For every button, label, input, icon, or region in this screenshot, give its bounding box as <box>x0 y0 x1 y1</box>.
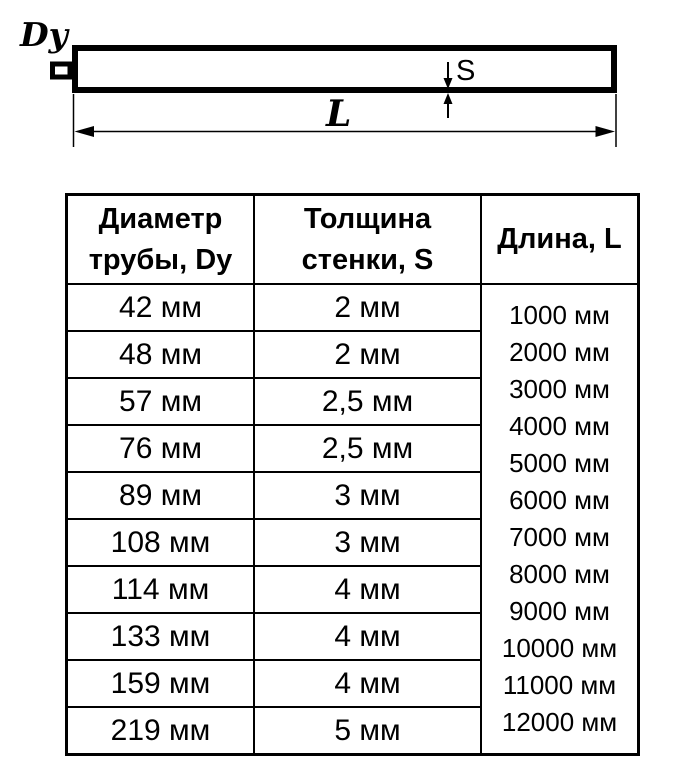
diameter-value: 42 мм <box>67 284 255 331</box>
column-header-diameter-line2: трубы, Dy <box>88 243 233 276</box>
thickness-value: 5 мм <box>254 707 481 755</box>
column-header-diameter-line1: Диаметр <box>98 202 223 235</box>
wall-thickness-label: S <box>456 55 476 87</box>
length-value: 10000 мм <box>501 633 618 663</box>
diameter-value: 108 мм <box>67 519 255 566</box>
diameter-value: 57 мм <box>67 378 255 425</box>
length-value: 12000 мм <box>501 707 618 737</box>
thickness-value: 2,5 мм <box>254 378 481 425</box>
thickness-value: 4 мм <box>254 613 481 660</box>
column-header-thickness-line1: Толщина <box>303 202 432 235</box>
diameter-value: 114 мм <box>67 566 255 613</box>
length-value: 7000 мм <box>509 522 610 552</box>
column-header-length-line1: Длина, L <box>497 223 622 255</box>
thickness-value: 3 мм <box>254 519 481 566</box>
wall-thickness-arrow-up-head <box>444 93 453 104</box>
thickness-value: 2,5 мм <box>254 425 481 472</box>
diameter-value: 89 мм <box>67 472 255 519</box>
length-value: 11000 мм <box>502 670 617 700</box>
length-values-cell <box>481 284 639 755</box>
length-label: L <box>326 93 352 135</box>
pipe-diagram <box>0 0 681 180</box>
length-arrowhead-left <box>75 126 95 137</box>
pipe-end-notch-shape <box>53 64 71 77</box>
thickness-value: 3 мм <box>254 472 481 519</box>
column-header-thickness <box>254 195 481 285</box>
diameter-label: Dy <box>20 15 68 54</box>
table-header <box>67 195 639 285</box>
length-value: 8000 мм <box>509 559 610 589</box>
column-header-length <box>481 195 639 285</box>
table-row <box>67 284 639 331</box>
pipe-body-shape <box>75 48 614 90</box>
thickness-value: 2 мм <box>254 331 481 378</box>
length-value: 4000 мм <box>509 411 610 441</box>
thickness-value: 4 мм <box>254 566 481 613</box>
length-value: 9000 мм <box>509 596 610 626</box>
length-value: 6000 мм <box>509 485 610 515</box>
diameter-value: 133 мм <box>67 613 255 660</box>
pipe-dimensions-table <box>65 193 640 756</box>
length-value: 1000 мм <box>509 300 610 330</box>
length-value: 2000 мм <box>509 337 610 367</box>
thickness-value: 2 мм <box>254 284 481 331</box>
diameter-value: 48 мм <box>67 331 255 378</box>
length-value: 3000 мм <box>509 374 610 404</box>
diameter-value: 76 мм <box>67 425 255 472</box>
diameter-value: 219 мм <box>67 707 255 755</box>
length-arrowhead-right <box>596 126 616 137</box>
thickness-value: 4 мм <box>254 660 481 707</box>
column-header-diameter <box>67 195 255 285</box>
diameter-value: 159 мм <box>67 660 255 707</box>
column-header-thickness-line2: стенки, S <box>301 243 434 276</box>
length-value: 5000 мм <box>509 448 610 478</box>
